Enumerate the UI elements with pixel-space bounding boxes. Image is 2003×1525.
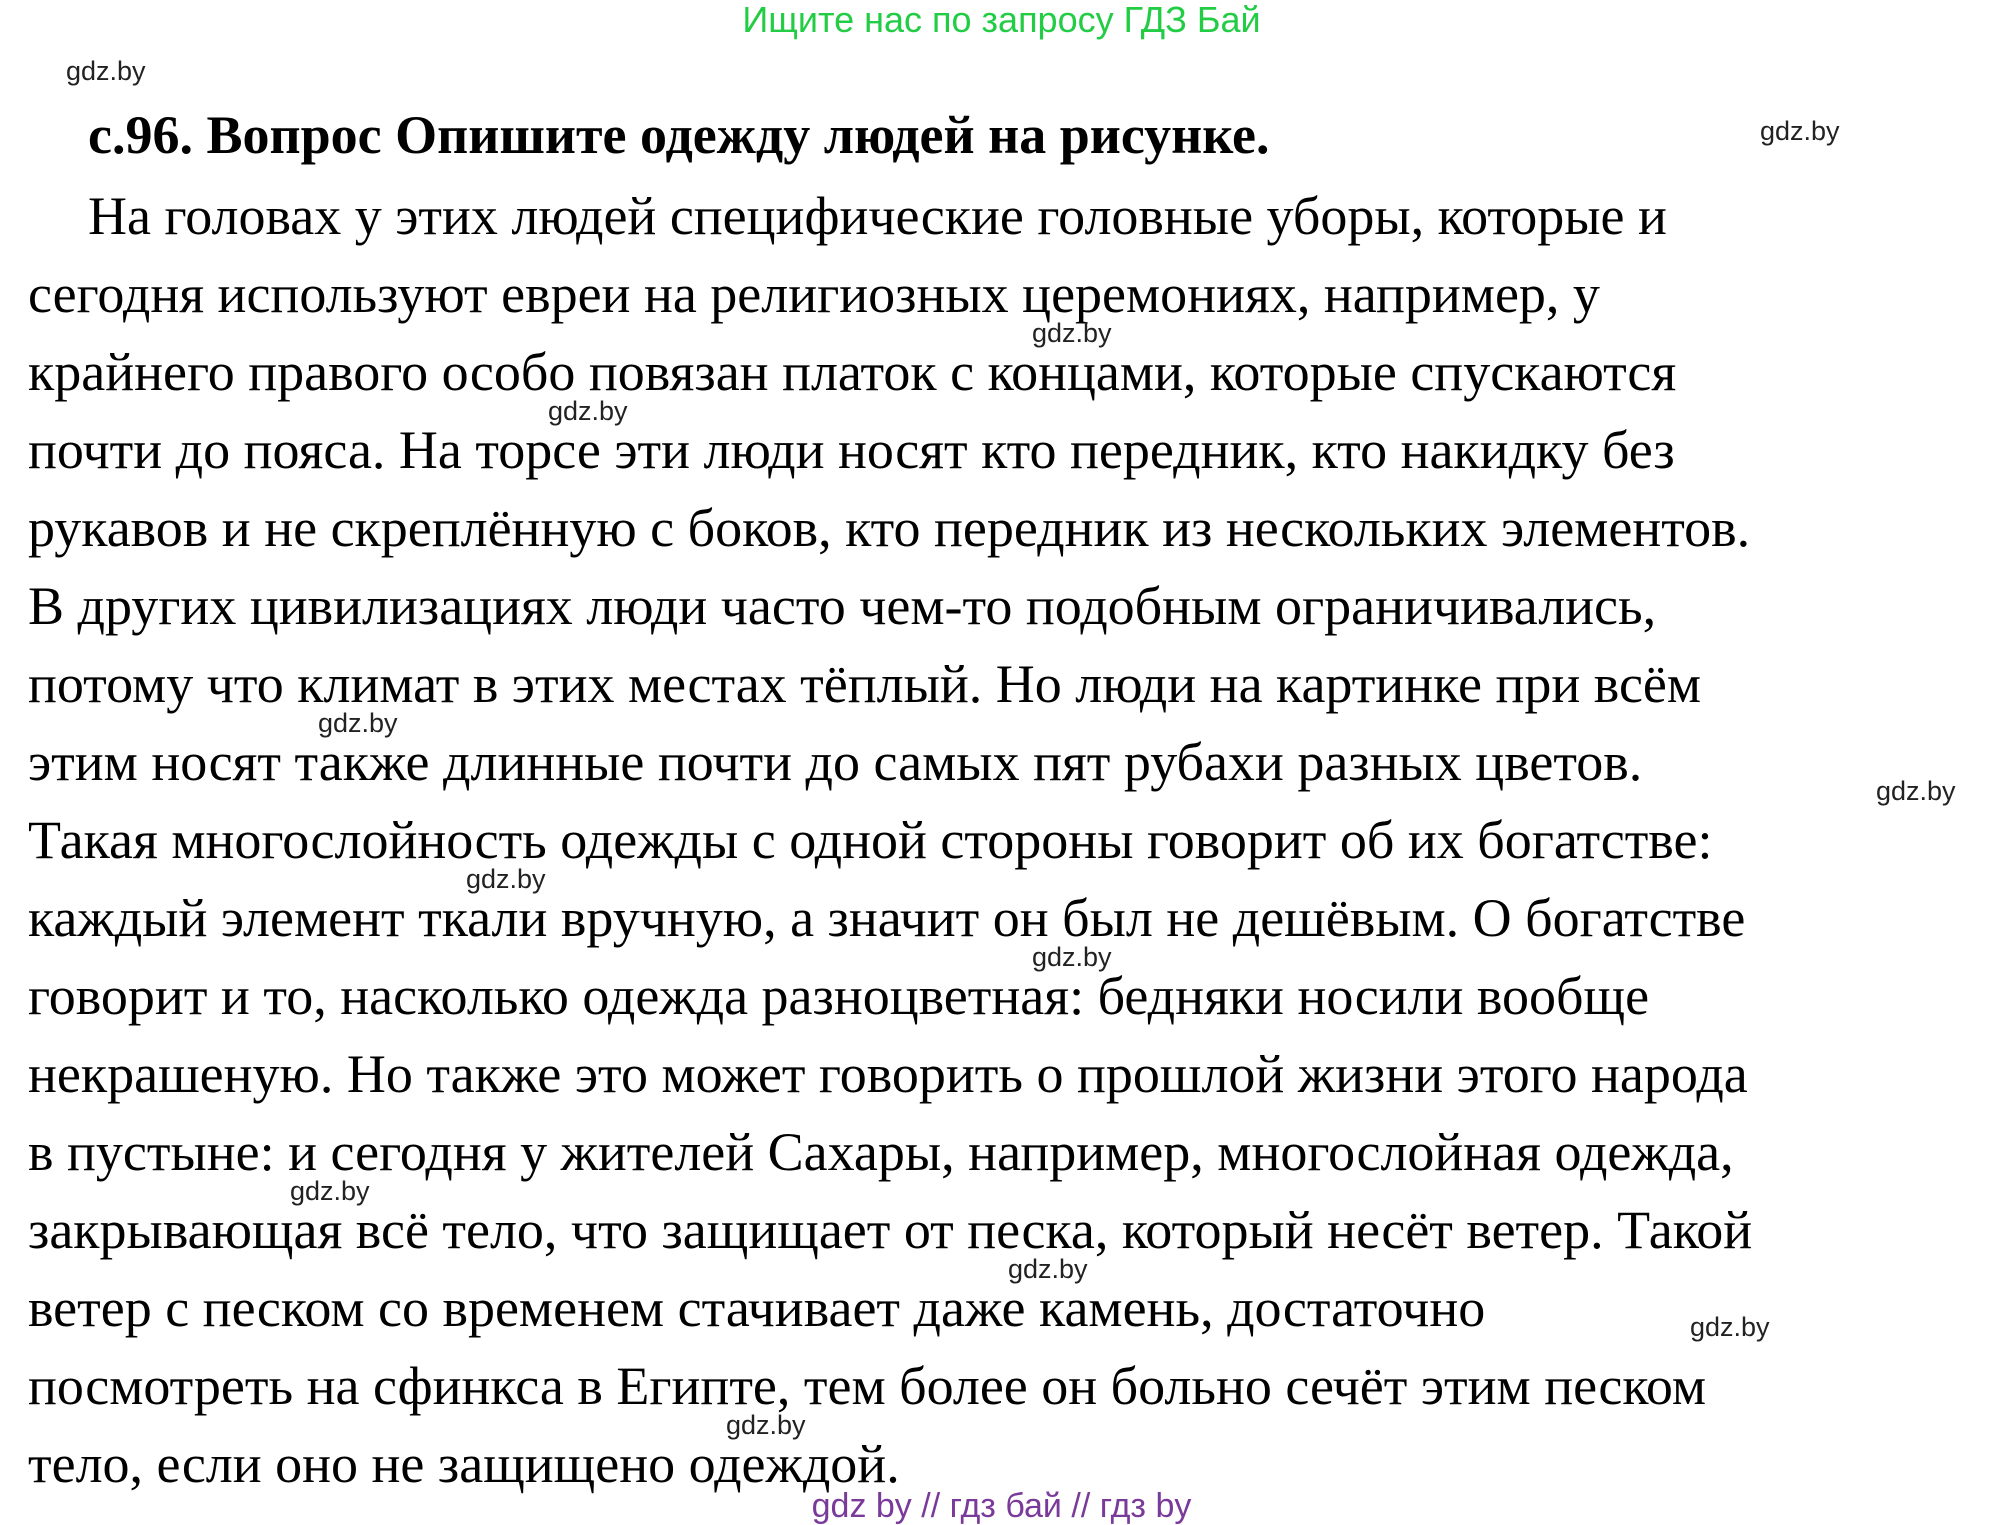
answer-line: Такая многослойность одежды с одной стороны говорит об их богатстве: (28, 810, 1713, 870)
answer-line: потому что климат в этих местах тёплый. Но люди на картинке при всём (28, 654, 1702, 714)
answer-line: в пустыне: и сегодня у жителей Сахары, например, многослойная одежда, (28, 1122, 1734, 1182)
footer-links: gdz by // гдз бай // гдз by (811, 1487, 1192, 1525)
answer-line: ветер с песком со временем стачивает даже камень, достаточно (28, 1278, 1486, 1338)
watermark: gdz.by (66, 56, 146, 86)
watermark: gdz.by (1032, 318, 1112, 348)
answer-line: говорит и то, насколько одежда разноцветная: бедняки носили вообще (28, 966, 1650, 1026)
watermark: gdz.by (548, 396, 628, 426)
watermark: gdz.by (1760, 116, 1840, 146)
answer-line: В других цивилизациях люди часто чем-то подобным ограничивались, (28, 576, 1657, 636)
watermark: gdz.by (1008, 1254, 1088, 1284)
watermark: gdz.by (290, 1176, 370, 1206)
answer-line: закрывающая всё тело, что защищает от песка, который несёт ветер. Такой (28, 1200, 1753, 1260)
watermark: gdz.by (1032, 942, 1112, 972)
answer-line: почти до пояса. На торсе эти люди носят кто передник, кто накидку без (28, 420, 1675, 480)
answer-line: На головах у этих людей специфические головные уборы, которые и (88, 186, 1667, 246)
question-heading: с.96. Вопрос Опишите одежду людей на рисунке. (88, 105, 1270, 165)
answer-line: этим носят также длинные почти до самых пят рубахи разных цветов. (28, 732, 1643, 792)
watermark: gdz.by (1690, 1312, 1770, 1342)
watermark: gdz.by (1876, 776, 1956, 806)
watermark: gdz.by (726, 1410, 806, 1440)
answer-line: сегодня используют евреи на религиозных церемониях, например, у (28, 264, 1600, 324)
answer-line: некрашеную. Но также это может говорить о прошлой жизни этого народа (28, 1044, 1748, 1104)
top-banner: Ищите нас по запросу ГДЗ Бай (742, 0, 1261, 40)
answer-line: рукавов и не скреплённую с боков, кто передник из нескольких элементов. (28, 498, 1751, 558)
watermark: gdz.by (318, 708, 398, 738)
answer-line: посмотреть на сфинкса в Египте, тем более он больно сечёт этим песком (28, 1356, 1707, 1416)
watermark: gdz.by (466, 864, 546, 894)
answer-line: крайнего правого особо повязан платок с концами, которые спускаются (28, 342, 1677, 402)
answer-line: каждый элемент ткали вручную, а значит он был не дешёвым. О богатстве (28, 888, 1746, 948)
answer-line: тело, если оно не защищено одеждой. (28, 1434, 900, 1494)
